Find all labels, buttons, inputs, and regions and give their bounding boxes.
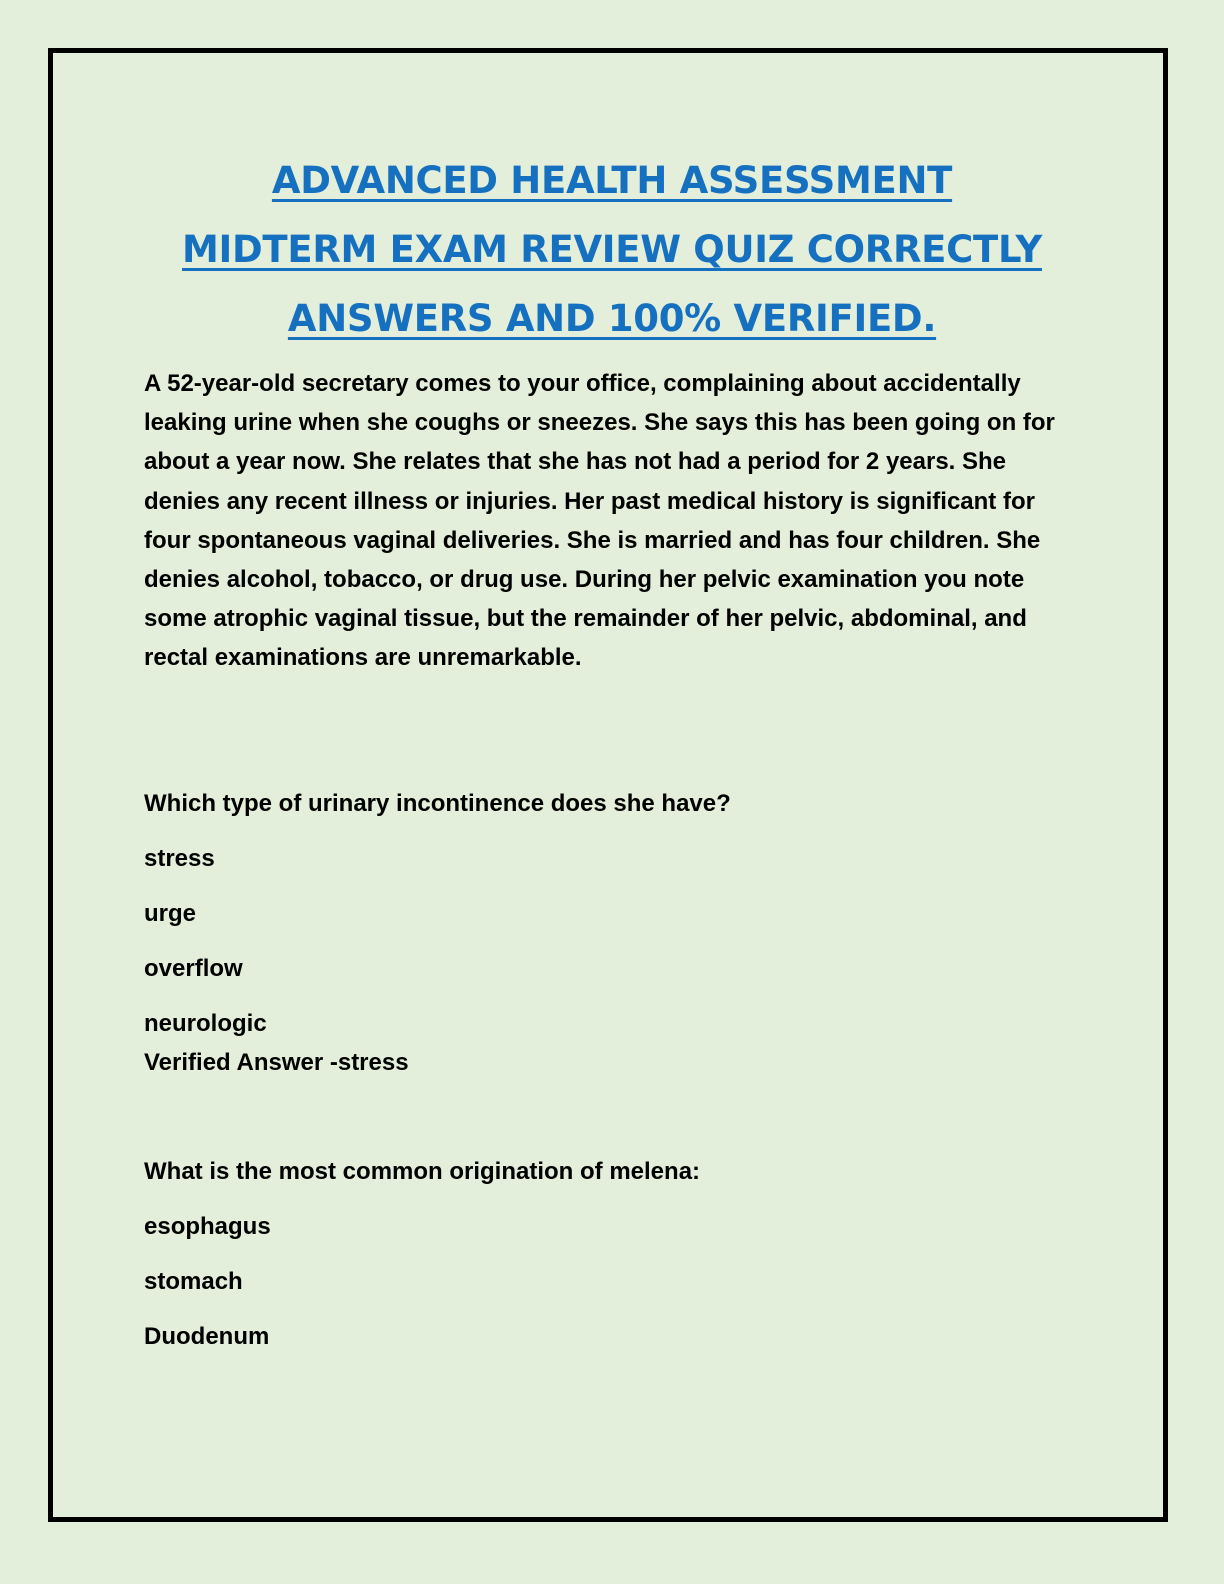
- question-1-prompt: Which type of urinary incontinence does she have?: [144, 790, 731, 817]
- case-description: A 52-year-old secretary comes to your office, complaining about accidentally leaking urine when she coughs or sneezes. She says this has been going on for about a year now. She relates that she has not had a period for 2 years. She denies any recent illness or injuries. Her past medical history is significant for four spontaneous vaginal deliveries. She is married and has four children. She denies alcohol, tobacco, or drug use. During her pelvic examination you note some atrophic vaginal tissue, but the remainder of her pelvic, abdominal, and rectal examinations are unremarkable.: [144, 370, 1055, 672]
- question-1-option: neurologic: [144, 1010, 267, 1037]
- title-line-2: MIDTERM EXAM REVIEW QUIZ CORRECTLY: [182, 228, 1042, 271]
- question-1-option: urge: [144, 900, 197, 927]
- title-line-3: ANSWERS AND 100% VERIFIED.: [287, 297, 937, 340]
- question-2-option: stomach: [144, 1268, 243, 1295]
- question-2-option: Duodenum: [144, 1323, 270, 1350]
- question-2-prompt: What is the most common origination of melena:: [144, 1158, 701, 1185]
- document-title: [100, 146, 1124, 353]
- title-line-1: ADVANCED HEALTH ASSESSMENT: [271, 159, 953, 202]
- question-1-option: stress: [144, 845, 215, 872]
- question-1-option: overflow: [144, 955, 243, 982]
- document-body: [144, 364, 1084, 1350]
- question-2-option: esophagus: [144, 1213, 271, 1240]
- question-1-answer: Verified Answer -stress: [144, 1049, 409, 1076]
